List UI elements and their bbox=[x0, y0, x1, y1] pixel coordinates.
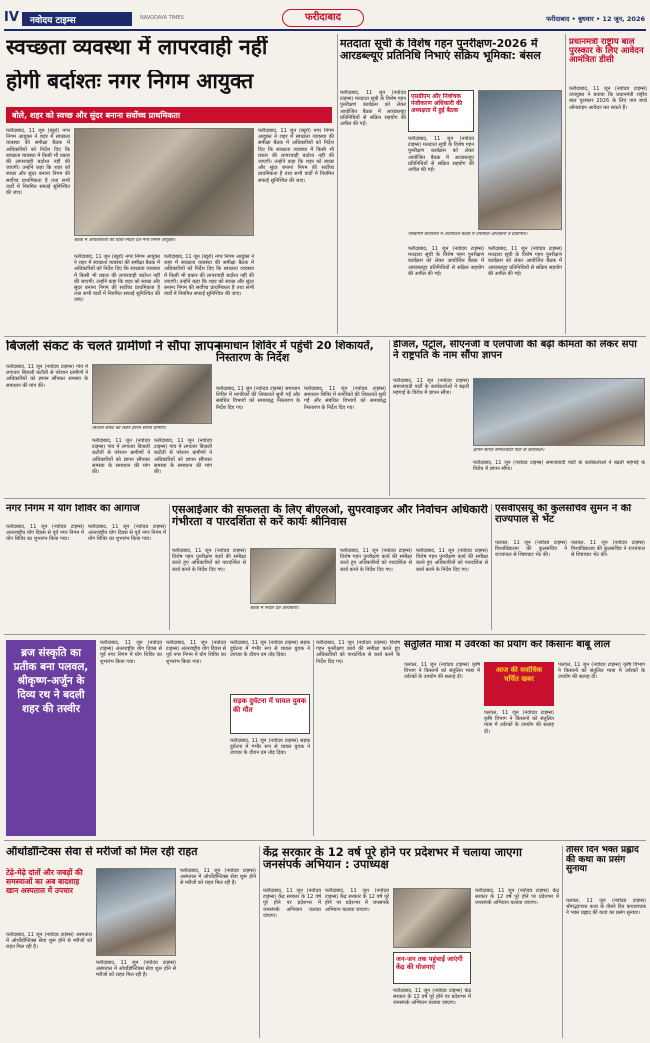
vc-body-col1: पलवल, 11 जून (नवोदय टाइम्स) विश्वविद्यालय की कुलसचिव ने राज्यपाल से शिष्टाचार भेंट की। bbox=[495, 540, 567, 559]
divider bbox=[313, 640, 314, 836]
fertilizer-badge bbox=[484, 662, 554, 706]
fertilizer-body-col2: पलवल, 11 जून (नवोदय टाइम्स) कृषि विभाग ने किसानों को संतुलित मात्रा में उर्वरकों के उपयोग की सलाह दी। bbox=[484, 710, 554, 735]
divider bbox=[169, 504, 170, 630]
campaign-body-col1: फरीदाबाद, 11 जून (नवोदय टाइम्स) केंद्र सरकार के 12 वर्ष पूरे होने पर प्रदेशभर में जनसंपर्क अभियान चलाया जाएगा। bbox=[263, 888, 321, 919]
sir-photo-caption: एसडीएम कार्यालय में आयोजित बैठक में उपस्थित अधिकारी व प्रतिनिधि। bbox=[408, 232, 528, 237]
masthead-rule bbox=[4, 29, 646, 31]
ortho-body-mid: फरीदाबाद, 11 जून (नवोदय टाइम्स) अस्पताल में ऑर्थोडॉन्टिक्स सेवा शुरू होने से मरीजों को राहत मिल रही है। bbox=[96, 960, 176, 979]
pm-award-body: फरीदाबाद, 11 जून (नवोदय टाइम्स) उपायुक्त ने बताया कि प्रधानमंत्री राष्ट्रीय बाल पुरस्कार 2026 के लिए पात्र बच्चे ऑनलाइन आवेदन कर सकते हैं। bbox=[569, 86, 647, 111]
electricity-photo bbox=[92, 364, 212, 424]
lead-headline-2: होगी बर्दाश्तः नगर निगम आयुक्त bbox=[6, 70, 254, 93]
sir-officer-body-col3: फरीदाबाद, 11 जून (नवोदय टाइम्स) विशेष गहन पुनरीक्षण कार्य की समीक्षा करते हुए अधिकारियों को पारदर्शिता से कार्य करने के निर्देश दिए गए। bbox=[416, 548, 488, 573]
lead-body-col2: फरीदाबाद, 11 जून (ब्यूरो) नगर निगम आयुक्त ने शहर में स्वच्छता व्यवस्था की समीक्षा बैठक में अधिकारियों को निर्देश दिए कि स्वच्छता व्यवस्था में किसी भी प्रकार की लापरवाही बर्दाश्त नहीं की जाएगी। उन्होंने कहा कि शहर को स्वच्छ और सुंदर बनाना निगम की सर्वोच्च प्राथमिकता है तथा सभी वार्डों में नियमित सफाई सुनिश्चित की जाए। bbox=[74, 254, 160, 304]
camp-body-col2: फरीदाबाद, 11 जून (नवोदय टाइम्स) समाधान शिविर में नागरिकों की शिकायतें सुनी गईं और संबंधित विभागों को समयबद्ध निस्तारण के निर्देश दिए गए। bbox=[304, 386, 386, 411]
sir-officer-body-col1: फरीदाबाद, 11 जून (नवोदय टाइम्स) विशेष गहन पुनरीक्षण कार्य की समीक्षा करते हुए अधिकारियों को पारदर्शिता से कार्य करने के निर्देश दिए गए। bbox=[172, 548, 246, 573]
sir-officer-headline: एसआईआर की सफलता के लिए बीएलओ, सुपरवाइजर और निर्वाचन अधिकारी गंभीरता व पारदर्शिता से करें कार्यः श्रीनिवास bbox=[172, 504, 488, 528]
divider bbox=[562, 846, 563, 1038]
sir-body-mid: फरीदाबाद, 11 जून (नवोदय टाइम्स) मतदाता सूची के विशेष गहन पुनरीक्षण कार्यक्रम को लेकर आयोजित बैठक में आरडब्ल्यूए प्रतिनिधियों से सक्रिय सहयोग की अपील की गई। bbox=[408, 136, 474, 174]
ortho-subheadline: टेढ़े-मेढ़े दांतों और जबड़ों की समस्याओं का अब बादशाह खान अस्पताल में उपचार bbox=[6, 868, 83, 895]
ortho-photo bbox=[96, 868, 176, 956]
accident-box bbox=[230, 694, 310, 734]
lead-body-col1: फरीदाबाद, 11 जून (ब्यूरो) नगर निगम आयुक्त ने शहर में स्वच्छता व्यवस्था की समीक्षा बैठक में अधिकारियों को निर्देश दिए कि स्वच्छता व्यवस्था में किसी भी प्रकार की लापरवाही बर्दाश्त नहीं की जाएगी। उन्होंने कहा कि शहर को स्वच्छ और सुंदर बनाना निगम की सर्वोच्च प्राथमिकता है तथा सभी वार्डों में नियमित सफाई सुनिश्चित की जाए। bbox=[6, 128, 70, 197]
divider bbox=[491, 504, 492, 630]
ortho-body-left: फरीदाबाद, 11 जून (नवोदय टाइम्स) अस्पताल में ऑर्थोडॉन्टिक्स सेवा शुरू होने से मरीजों को राहत मिल रही है। bbox=[6, 932, 92, 951]
camp-body-col1: फरीदाबाद, 11 जून (नवोदय टाइम्स) समाधान शिविर में नागरिकों की शिकायतें सुनी गईं और संबंधित विभागों को समयबद्ध निस्तारण के निर्देश दिए गए। bbox=[216, 386, 300, 411]
accident-headline: सड़क दुर्घटना में घायल युवक की मौत bbox=[233, 697, 306, 714]
mid-body-col1: फरीदाबाद, 11 जून (नवोदय टाइम्स) विशेष गहन पुनरीक्षण कार्य की समीक्षा करते हुए अधिकारियों को पारदर्शिता से कार्य करने के निर्देश दिए गए। bbox=[316, 640, 400, 665]
divider bbox=[4, 634, 646, 635]
divider bbox=[4, 840, 646, 841]
sir-sub-box bbox=[408, 90, 474, 132]
campaign-headline: केंद्र सरकार के 12 वर्ष पूरे होने पर प्रदेशभर में चलाया जाएगा जनसंपर्क अभियान : उपाध्यक्ष bbox=[263, 846, 522, 872]
electricity-body-left: फरीदाबाद, 11 जून (नवोदय टाइम्स) गांव में लगातार बिजली कटौती से परेशान ग्रामीणों ने अधिकारियों को ज्ञापन सौंपकर समस्या के समाधान की मांग की। bbox=[6, 364, 88, 389]
vc-headline: एसवीएसयू की कुलसचिव सुमन ने की राज्यपाल से भेंट bbox=[495, 504, 632, 525]
fertilizer-body-col1: पलवल, 11 जून (नवोदय टाइम्स) कृषि विभाग ने किसानों को संतुलित मात्रा में उर्वरकों के उपयोग की सलाह दी। bbox=[404, 662, 480, 681]
sir-headline: मतदाता सूची के विशेष गहन पुनरीक्षण-2026 में आरडब्ल्यूए प्रतिनिधि निभाएं सक्रिय भूमिका: बंसल bbox=[340, 38, 541, 62]
fuel-caption: ज्ञापन सौंपते समाजवादी पार्टी के कार्यकर्ता। bbox=[473, 448, 545, 453]
fertilizer-body-col3: पलवल, 11 जून (नवोदय टाइम्स) कृषि विभाग ने किसानों को संतुलित मात्रा में उर्वरकों के उपयोग की सलाह दी। bbox=[558, 662, 645, 681]
bhagwat-headline: तीसरे दिन भक्त प्रह्लाद की कथा का प्रसंग सुनाया bbox=[566, 846, 639, 875]
braj-body-col2: फरीदाबाद, 11 जून (नवोदय टाइम्स) अंतरराष्ट्रीय योग दिवस से पूर्व नगर निगम में योग शिविर का शुभारंभ किया गया। bbox=[166, 640, 226, 665]
fuel-headline: डीजल, पेट्रोल, सीएनजी व एलपीजी की बढ़ी कीमतों को लेकर सपा ने राष्ट्रपति के नाम सौंपा ज्ञापन bbox=[393, 340, 637, 361]
paper-small-label: NAVODAYA TIMES bbox=[140, 15, 184, 21]
sir-body-bottom2: फरीदाबाद, 11 जून (नवोदय टाइम्स) मतदाता सूची के विशेष गहन पुनरीक्षण कार्यक्रम को लेकर आयोजित बैठक में आरडब्ल्यूए प्रतिनिधियों से सक्रिय सहयोग की अपील की गई। bbox=[488, 246, 562, 277]
accident-body-top: फरीदाबाद, 11 जून (नवोदय टाइम्स) सड़क दुर्घटना में गंभीर रूप से घायल युवक ने उपचार के दौरान दम तोड़ दिया। bbox=[230, 640, 310, 659]
divider bbox=[4, 336, 646, 337]
sir-officer-caption: बैठक में निर्देश देते अधिकारी। bbox=[250, 606, 299, 611]
fuel-body-right: फरीदाबाद, 11 जून (नवोदय टाइम्स) समाजवादी पार्टी के कार्यकर्ताओं ने बढ़ती महंगाई के विरोध में ज्ञापन सौंपा। bbox=[473, 460, 645, 473]
divider bbox=[337, 34, 338, 334]
campaign-photo bbox=[393, 888, 471, 948]
lead-headline-1: स्वच्छता व्यवस्था में लापरवाही नहीं bbox=[6, 36, 268, 59]
campaign-sub-box bbox=[393, 952, 471, 984]
lead-body-col4: फरीदाबाद, 11 जून (ब्यूरो) नगर निगम आयुक्त ने शहर में स्वच्छता व्यवस्था की समीक्षा बैठक में अधिकारियों को निर्देश दिए कि स्वच्छता व्यवस्था में किसी भी प्रकार की लापरवाही बर्दाश्त नहीं की जाएगी। उन्होंने कहा कि शहर को स्वच्छ और सुंदर बनाना निगम की सर्वोच्च प्राथमिकता है तथा सभी वार्डों में नियमित सफाई सुनिश्चित की जाए। bbox=[258, 128, 334, 184]
divider bbox=[389, 340, 390, 496]
electricity-headline: बिजली संकट के चलते ग्रामीणों ने सौंपा ज्ञापन bbox=[6, 340, 222, 354]
bhagwat-body: पलवल, 11 जून (नवोदय टाइम्स) श्रीमद्भागवत कथा के तीसरे दिन कथावाचक ने भक्त प्रह्लाद की कथा का प्रसंग सुनाया। bbox=[566, 898, 646, 917]
braj-box bbox=[6, 640, 96, 836]
pm-award-headline: प्रधानमंत्री राष्ट्रीय बाल पुरस्कार के लिए आवेदन आमंत्रितः डीसी bbox=[569, 38, 644, 66]
campaign-body-col2: फरीदाबाद, 11 जून (नवोदय टाइम्स) केंद्र सरकार के 12 वर्ष पूरे होने पर प्रदेशभर में जनसंपर्क अभियान चलाया जाएगा। bbox=[325, 888, 389, 913]
electricity-body-mid: फरीदाबाद, 11 जून (नवोदय टाइम्स) गांव में लगातार बिजली कटौती से परेशान ग्रामीणों ने अधिकारियों को ज्ञापन सौंपकर समस्या के समाधान की मांग की। bbox=[92, 438, 150, 476]
fertilizer-badge-text: आज की सर्वाधिक चर्चित खबर bbox=[495, 666, 543, 683]
fuel-photo bbox=[473, 378, 645, 446]
campaign-subheadline: जन-जन तक पहुंचाई जाएंगी केंद्र की योजनाएं bbox=[396, 955, 463, 971]
campaign-body-col3: फरीदाबाद, 11 जून (नवोदय टाइम्स) केंद्र सरकार के 12 वर्ष पूरे होने पर प्रदेशभर में जनसंपर्क अभियान चलाया जाएगा। bbox=[393, 988, 471, 1007]
page-number: IV bbox=[4, 10, 19, 25]
masthead bbox=[0, 0, 650, 32]
fuel-body-left: फरीदाबाद, 11 जून (नवोदय टाइम्स) समाजवादी पार्टी के कार्यकर्ताओं ने बढ़ती महंगाई के विरोध में ज्ञापन सौंपा। bbox=[393, 378, 469, 397]
sir-subheadline: एसडीएम और निर्वाचक पंजीकरण अधिकारी की अध्यक्षता में हुई बैठक bbox=[411, 93, 463, 114]
yoga-camp-body-col2: फरीदाबाद, 11 जून (नवोदय टाइम्स) अंतरराष्ट्रीय योग दिवस से पूर्व नगर निगम में योग शिविर का शुभारंभ किया गया। bbox=[88, 524, 166, 543]
divider bbox=[4, 498, 646, 499]
sir-photo bbox=[478, 90, 562, 230]
braj-body-col1: फरीदाबाद, 11 जून (नवोदय टाइम्स) अंतरराष्ट्रीय योग दिवस से पूर्व नगर निगम में योग शिविर का शुभारंभ किया गया। bbox=[100, 640, 162, 665]
sir-body-left: फरीदाबाद, 11 जून (नवोदय टाइम्स) मतदाता सूची के विशेष गहन पुनरीक्षण कार्यक्रम को लेकर आयोजित बैठक में आरडब्ल्यूए प्रतिनिधियों से सक्रिय सहयोग की अपील की गई। bbox=[340, 90, 406, 128]
ortho-body-right: फरीदाबाद, 11 जून (नवोदय टाइम्स) अस्पताल में ऑर्थोडॉन्टिक्स सेवा शुरू होने से मरीजों को राहत मिल रही है। bbox=[180, 868, 256, 887]
lead-body-col3: फरीदाबाद, 11 जून (ब्यूरो) नगर निगम आयुक्त ने शहर में स्वच्छता व्यवस्था की समीक्षा बैठक में अधिकारियों को निर्देश दिए कि स्वच्छता व्यवस्था में किसी भी प्रकार की लापरवाही बर्दाश्त नहीं की जाएगी। उन्होंने कहा कि शहर को स्वच्छ और सुंदर बनाना निगम की सर्वोच्च प्राथमिकता है तथा सभी वार्डों में नियमित सफाई सुनिश्चित की जाए। bbox=[164, 254, 254, 298]
yoga-camp-headline: नगर निगम में योग शिविर का आगाज bbox=[6, 504, 140, 514]
paper-name: नवोदय टाइम्स bbox=[22, 12, 132, 26]
electricity-caption: बिजली संकट को लेकर ज्ञापन सौंपते ग्रामीण। bbox=[92, 426, 167, 431]
sir-body-bottom1: फरीदाबाद, 11 जून (नवोदय टाइम्स) मतदाता सूची के विशेष गहन पुनरीक्षण कार्यक्रम को लेकर आयोजित बैठक में आरडब्ल्यूए प्रतिनिधियों से सक्रिय सहयोग की अपील की गई। bbox=[408, 246, 484, 277]
divider bbox=[259, 846, 260, 1038]
camp-headline: समाधान शिविर में पहुंची 20 शिकायतें, निस्तारण के निर्देश bbox=[216, 340, 374, 364]
ortho-headline: ऑर्थोडॉन्टिक्स सेवा से मरीजों को मिल रही राहत bbox=[6, 846, 198, 858]
city-label: फरीदाबाद bbox=[282, 9, 364, 27]
vc-body-col2: पलवल, 11 जून (नवोदय टाइम्स) विश्वविद्यालय की कुलसचिव ने राज्यपाल से शिष्टाचार भेंट की। bbox=[571, 540, 645, 559]
accident-body-bottom: फरीदाबाद, 11 जून (नवोदय टाइम्स) सड़क दुर्घटना में गंभीर रूप से घायल युवक ने उपचार के दौरान दम तोड़ दिया। bbox=[230, 738, 310, 757]
yoga-camp-body-col1: फरीदाबाद, 11 जून (नवोदय टाइम्स) अंतरराष्ट्रीय योग दिवस से पूर्व नगर निगम में योग शिविर का शुभारंभ किया गया। bbox=[6, 524, 84, 543]
sir-officer-photo bbox=[250, 548, 336, 604]
lead-strap: बोले, शहर को स्वच्छ और सुंदर बनाना सर्वोच्च प्राथमिकता bbox=[6, 107, 332, 123]
electricity-body-right: फरीदाबाद, 11 जून (नवोदय टाइम्स) गांव में लगातार बिजली कटौती से परेशान ग्रामीणों ने अधिकारियों को ज्ञापन सौंपकर समस्या के समाधान की मांग की। bbox=[154, 438, 212, 476]
campaign-body-col4: फरीदाबाद, 11 जून (नवोदय टाइम्स) केंद्र सरकार के 12 वर्ष पूरे होने पर प्रदेशभर में जनसंपर्क अभियान चलाया जाएगा। bbox=[475, 888, 559, 907]
fertilizer-headline: संतुलित मात्रा में उर्वरकों का प्रयोग करें किसानः बाबू लाल bbox=[404, 640, 611, 650]
braj-title: ब्रज संस्कृति का प्रतीक बना पलवल, श्रीकृष्ण-अर्जुन के दिव्य रथ ने बदली शहर की तस्वीर bbox=[13, 647, 89, 715]
sir-officer-body-col2: फरीदाबाद, 11 जून (नवोदय टाइम्स) विशेष गहन पुनरीक्षण कार्य की समीक्षा करते हुए अधिकारियों को पारदर्शिता से कार्य करने के निर्देश दिए गए। bbox=[340, 548, 412, 573]
issue-date: फरीदाबाद • बुधवार • 12 जून, 2026 bbox=[546, 15, 645, 23]
lead-photo bbox=[74, 128, 254, 236]
divider bbox=[565, 34, 566, 334]
lead-photo-caption: बैठक में अधिकारियों को दिशा-निर्देश देते नगर निगम आयुक्त। bbox=[74, 238, 176, 243]
